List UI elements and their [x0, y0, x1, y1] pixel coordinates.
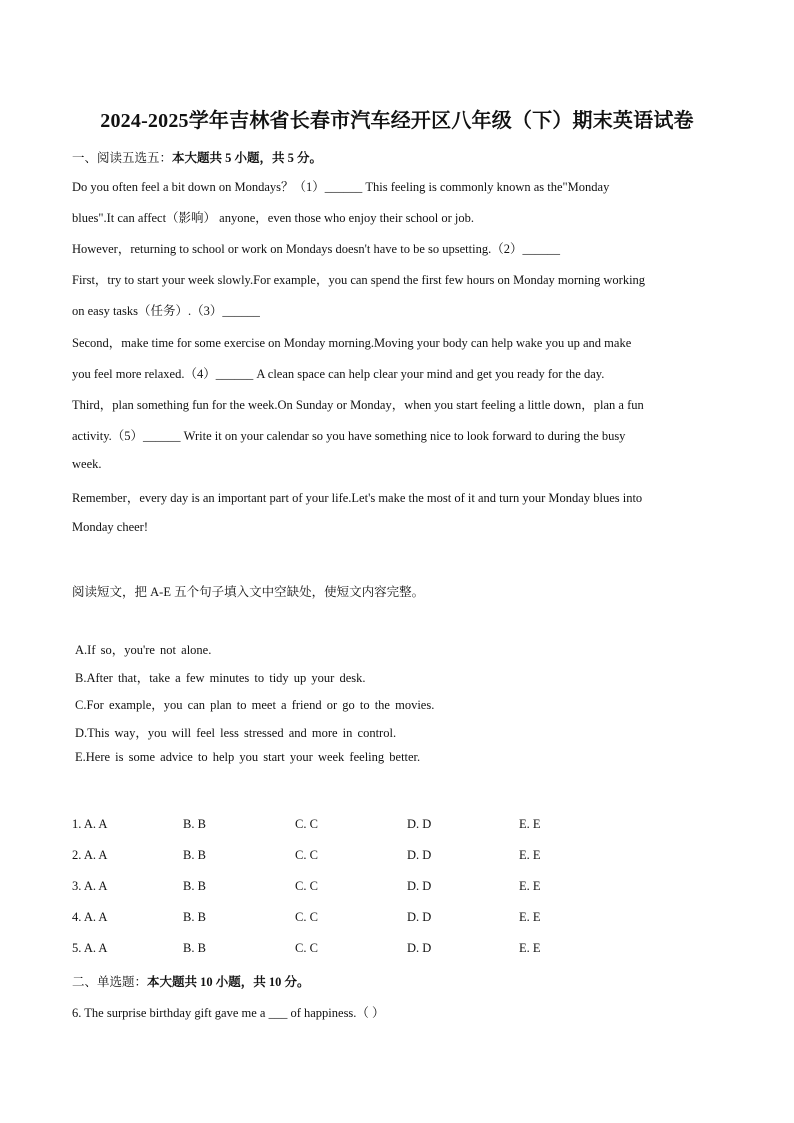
question-number: 3. — [72, 879, 82, 893]
question-2-choice-a[interactable] — [72, 848, 107, 863]
question-1-choice-c[interactable]: C. C — [295, 817, 318, 831]
question-4-choice-e[interactable]: E. E — [519, 910, 541, 924]
question-row — [72, 848, 672, 864]
section-2-heading — [72, 972, 310, 990]
passage-line-4: First，try to start your week slowly.For example，you can spend the first few hours on Monday morning working — [72, 273, 646, 287]
passage-line-8: Third，plan something fun for the week.On Sunday or Monday，when you start feeling a little down，plan a fun — [72, 398, 644, 412]
question-2-choice-e[interactable]: E. E — [519, 848, 541, 862]
question-3-choice-e[interactable]: E. E — [519, 879, 541, 893]
question-5-choice-b[interactable]: B. B — [183, 941, 206, 955]
question-3-choice-a[interactable] — [72, 879, 107, 894]
section-2-heading-prefix: 二、单选题： — [72, 975, 148, 989]
question-row — [72, 910, 672, 926]
question-2-choice-c[interactable]: C. C — [295, 848, 318, 862]
choice-label: A. A — [83, 879, 108, 893]
question-5-choice-d[interactable]: D. D — [407, 941, 432, 955]
section-1-heading-prefix: 一、阅读五选五： — [72, 151, 173, 165]
passage-line-12: Monday cheer! — [72, 520, 149, 534]
option-c: C.For example，you can plan to meet a friend or go to the movies. — [75, 698, 435, 712]
option-d: D.This way，you will feel less stressed and more in control. — [75, 726, 397, 740]
question-5-choice-a[interactable] — [72, 941, 107, 956]
question-1-choice-a[interactable] — [72, 817, 107, 832]
passage-line-9: activity.（5）______ Write it on your calendar so you have something nice to look forward to during the busy — [72, 429, 626, 443]
page-title: 2024-2025学年吉林省长春市汽车经开区八年级（下）期末英语试卷 — [100, 110, 694, 132]
question-4-choice-d[interactable]: D. D — [407, 910, 432, 924]
question-number: 1. — [72, 817, 82, 831]
choice-label: A. A — [83, 941, 108, 955]
option-e: E.Here is some advice to help you start your week feeling better. — [75, 750, 421, 764]
choice-label: A. A — [83, 910, 108, 924]
question-1-choice-e[interactable]: E. E — [519, 817, 541, 831]
question-6-text: 6. The surprise birthday gift gave me a ___ of happiness.（ ） — [72, 1006, 385, 1020]
question-4-choice-a[interactable] — [72, 910, 107, 925]
passage-line-10: week. — [72, 457, 102, 471]
question-3-choice-c[interactable]: C. C — [295, 879, 318, 893]
question-row — [72, 941, 672, 957]
question-2-choice-d[interactable]: D. D — [407, 848, 432, 862]
section-1-heading — [72, 148, 322, 166]
section-1-heading-detail: 本大题共 5 小题，共 5 分。 — [172, 151, 323, 165]
instruction-text: 阅读短文，把 A-E 五个句子填入文中空缺处，使短文内容完整。 — [72, 585, 425, 599]
question-3-choice-d[interactable]: D. D — [407, 879, 432, 893]
section-2-heading-detail: 本大题共 10 小题，共 10 分。 — [147, 975, 310, 989]
question-1-choice-b[interactable]: B. B — [183, 817, 206, 831]
choice-label: A. A — [83, 848, 108, 862]
question-5-choice-c[interactable]: C. C — [295, 941, 318, 955]
passage-line-6: Second，make time for some exercise on Monday morning.Moving your body can help wake you up and make — [72, 336, 632, 350]
passage-line-5: on easy tasks（任务）.（3）______ — [72, 304, 260, 318]
question-number: 5. — [72, 941, 82, 955]
question-row — [72, 879, 672, 895]
question-number: 4. — [72, 910, 82, 924]
question-4-choice-c[interactable]: C. C — [295, 910, 318, 924]
passage-line-11: Remember，every day is an important part of your life.Let's make the most of it and turn your Monday blues into — [72, 491, 643, 505]
question-number: 2. — [72, 848, 82, 862]
passage-line-7: you feel more relaxed.（4）______ A clean space can help clear your mind and get you ready for the day. — [72, 367, 605, 381]
question-5-choice-e[interactable]: E. E — [519, 941, 541, 955]
question-4-choice-b[interactable]: B. B — [183, 910, 206, 924]
option-a: A.If so，you're not alone. — [75, 643, 212, 657]
question-3-choice-b[interactable]: B. B — [183, 879, 206, 893]
passage-line-2: blues".It can affect（影响） anyone，even those who enjoy their school or job. — [72, 211, 474, 225]
question-row — [72, 817, 672, 833]
choice-label: A. A — [83, 817, 108, 831]
option-b: B.After that，take a few minutes to tidy up your desk. — [75, 671, 366, 685]
passage-line-1: Do you often feel a bit down on Mondays？（1）______ This feeling is commonly known as the"Monday — [72, 180, 610, 194]
passage-line-3: However，returning to school or work on Mondays doesn't have to be so upsetting.（2）______ — [72, 242, 560, 256]
question-2-choice-b[interactable]: B. B — [183, 848, 206, 862]
question-1-choice-d[interactable]: D. D — [407, 817, 432, 831]
